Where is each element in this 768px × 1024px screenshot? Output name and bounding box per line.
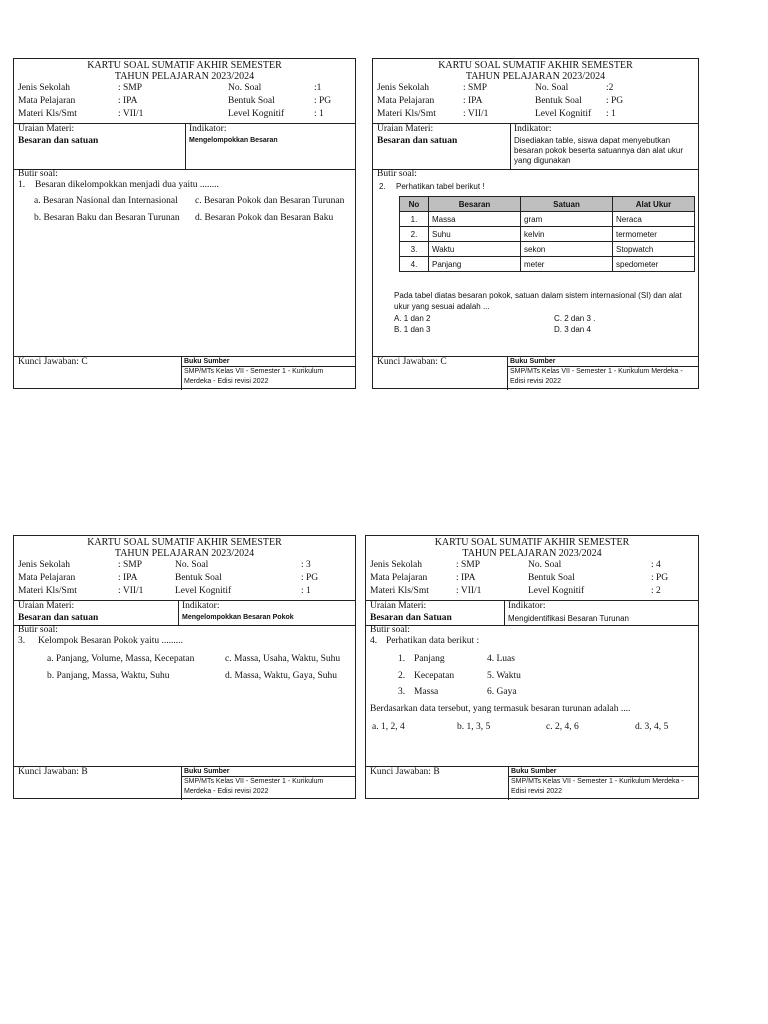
card-year: TAHUN PELAJARAN 2023/2024 [465,71,606,82]
materi-value: : VII/1 [118,109,144,119]
table-cell: 3. [400,242,429,257]
question-card-3 [13,535,356,799]
no-soal-label: No. Soal [175,560,209,570]
bentuk-soal-label: Bentuk Soal [175,573,222,583]
mata-pelajaran-value: : IPA [118,573,138,583]
divider [14,625,355,626]
mata-pelajaran-value: : IPA [463,96,483,106]
indikator-label: Indikator: [189,124,227,134]
uraian-materi-label: Uraian Materi: [377,124,434,134]
data-item-left: Kecepatan [414,671,455,681]
option-c: c. Besaran Pokok dan Besaran Turunan [195,196,345,206]
table-header-no: No [400,197,429,212]
level-kognitif-label: Level Kognitif [535,109,592,119]
divider [178,600,179,625]
kunci-jawaban: Kunci Jawaban: C [377,357,447,367]
divider [373,169,698,170]
bentuk-soal-label: Bentuk Soal [528,573,575,583]
data-item-right: 5. Waktu [487,671,521,681]
question-card-4 [365,535,699,799]
table-cell: Suhu [429,227,521,242]
option-a: A. 1 dan 2 [394,314,431,323]
butir-soal-label: Butir soal: [18,625,58,635]
uraian-materi-value: Besaran dan satuan [18,613,99,623]
no-soal-value: : 3 [301,560,311,570]
buku-sumber-value: SMP/MTs Kelas VII - Semester 1 - Kurikulum Merdeka - Edisi revisi 2022 [511,778,684,795]
option-c: c. Massa, Usaha, Waktu, Suhu [225,654,341,664]
option-a: a. Panjang, Volume, Massa, Kecepatan [47,654,195,664]
question-followup: Pada tabel diatas besaran pokok, satuan dalam sistem internasional (SI) dan alat ukur yang sesuai adalah ... [394,291,682,311]
mata-pelajaran-label: Mata Pelajaran [18,573,76,583]
question-text: Perhatikan tabel berikut ! [396,182,485,191]
uraian-materi-label: Uraian Materi: [18,601,75,611]
jenis-sekolah-value: : SMP [456,560,481,570]
question-followup: Berdasarkan data tersebut, yang termasuk besaran turunan adalah .... [370,704,631,714]
table-cell: kelvin [521,227,613,242]
no-soal-label: No. Soal [535,83,569,93]
data-item-right: 6. Gaya [487,687,517,697]
divider [508,766,509,800]
uraian-materi-label: Uraian Materi: [18,124,75,134]
option-b: b. Panjang, Massa, Waktu, Suhu [47,671,170,681]
option-d: D. 3 dan 4 [554,325,591,334]
question-number: 1. [18,180,26,190]
mata-pelajaran-label: Mata Pelajaran [370,573,428,583]
butir-soal-label: Butir soal: [370,625,410,635]
divider [181,766,182,800]
materi-label: Materi Kls/Smt [18,109,77,119]
question-text: Besaran dikelompokkan menjadi dua yaitu ........ [35,180,219,190]
option-b: b. 1, 3, 5 [457,722,491,732]
buku-sumber-value: SMP/MTs Kelas VII - Semester 1 - Kurikulum Merdeka - Edisi revisi 2022 [184,368,324,385]
divider [14,169,355,170]
option-b: B. 1 dan 3 [394,325,431,334]
divider [510,123,511,169]
bentuk-soal-value: : PG [651,573,669,583]
materi-value: : VII/1 [463,109,489,119]
mata-pelajaran-label: Mata Pelajaran [377,96,435,106]
data-item-right: 4. Luas [487,654,515,664]
question-number: 3. [18,636,26,646]
table-row [400,212,695,227]
level-kognitif-label: Level Kognitif [228,109,285,119]
kunci-jawaban: Kunci Jawaban: C [18,357,88,367]
bentuk-soal-label: Bentuk Soal [228,96,275,106]
table-cell: Neraca [613,212,695,227]
card-header [14,59,355,82]
table-header-besaran: Besaran [429,197,521,212]
bentuk-soal-value: : PG [314,96,332,106]
option-c: C. 2 dan 3 . [554,314,596,323]
divider [366,625,698,626]
materi-label: Materi Kls/Smt [377,109,436,119]
table-cell: 4. [400,257,429,272]
divider [507,356,508,390]
data-item-number: 2. [398,671,406,681]
table-cell: Stopwatch [613,242,695,257]
mata-pelajaran-label: Mata Pelajaran [18,96,76,106]
materi-label: Materi Kls/Smt [18,586,77,596]
card-title: KARTU SOAL SUMATIF AKHIR SEMESTER [434,537,630,548]
jenis-sekolah-label: Jenis Sekolah [377,83,429,93]
uraian-materi-value: Besaran dan Satuan [370,613,452,623]
card-info [366,559,698,595]
no-soal-value: :2 [606,83,614,93]
table-row [400,242,695,257]
option-a: a. Besaran Nasional dan Internasional [34,196,178,206]
card-info [373,82,698,118]
no-soal-value: : 4 [651,560,661,570]
card-header [373,59,698,82]
bentuk-soal-label: Bentuk Soal [535,96,582,106]
buku-sumber-value: SMP/MTs Kelas VII - Semester 1 - Kurikulum Merdeka - Edisi revisi 2022 [184,778,324,795]
table-row [400,257,695,272]
card-year: TAHUN PELAJARAN 2023/2024 [462,548,602,559]
card-info [14,559,355,595]
materi-label: Materi Kls/Smt [370,586,429,596]
question-number: 2. [379,182,386,191]
indikator-label: Indikator: [514,124,552,134]
uraian-materi-value: Besaran dan satuan [18,136,99,146]
buku-sumber-label: Buku Sumber [510,358,556,365]
uraian-materi-value: Besaran dan satuan [377,136,458,146]
buku-sumber-label: Buku Sumber [511,768,557,775]
level-kognitif-value: : 1 [606,109,616,119]
indikator-value: Mengelompokkan Besaran [189,137,278,144]
card-year: TAHUN PELAJARAN 2023/2024 [114,71,255,82]
no-soal-label: No. Soal [528,560,562,570]
table-cell: gram [521,212,613,227]
question-text: Perhatikan data berikut : [386,636,480,646]
buku-sumber-value: SMP/MTs Kelas VII - Semester 1 - Kurikulum Merdeka - Edisi revisi 2022 [510,368,683,385]
indikator-value: Mengidentifikasi Besaran Turunan [508,614,629,623]
table-cell: 1. [400,212,429,227]
bentuk-soal-value: : PG [606,96,624,106]
card-title: KARTU SOAL SUMATIF AKHIR SEMESTER [87,60,282,71]
table-cell: 2. [400,227,429,242]
data-item-left: Massa [414,687,439,697]
table-row [400,227,695,242]
card-header [14,536,355,559]
no-soal-value: :1 [314,83,322,93]
table-cell: spedometer [613,257,695,272]
table-cell: sekon [521,242,613,257]
kunci-jawaban: Kunci Jawaban: B [370,767,440,777]
indikator-label: Indikator: [508,601,546,611]
option-d: d. Massa, Waktu, Gaya, Suhu [225,671,337,681]
divider [181,356,182,390]
mata-pelajaran-value: : IPA [456,573,476,583]
option-d: d. Besaran Pokok dan Besaran Baku [195,213,334,223]
table-cell: meter [521,257,613,272]
materi-value: : VII/1 [118,586,144,596]
option-a: a. 1, 2, 4 [372,722,405,732]
divider [185,123,186,169]
card-title: KARTU SOAL SUMATIF AKHIR SEMESTER [438,60,633,71]
level-kognitif-value: : 1 [314,109,324,119]
level-kognitif-label: Level Kognitif [175,586,232,596]
level-kognitif-label: Level Kognitif [528,586,585,596]
buku-sumber-label: Buku Sumber [184,768,230,775]
table-cell: Panjang [429,257,521,272]
table-cell: Waktu [429,242,521,257]
option-d: d. 3, 4, 5 [635,722,669,732]
materi-value: : VII/1 [456,586,482,596]
card-info [14,82,355,118]
indikator-label: Indikator: [182,601,220,611]
table-header-alat-ukur: Alat Ukur [613,197,695,212]
jenis-sekolah-value: : SMP [118,560,143,570]
question-number: 4. [370,636,378,646]
data-table [399,196,695,272]
indikator-value: Disediakan table, siswa dapat menyebutkan besaran pokok beserta satuannya dan alat ukur yang digunakan [514,136,684,165]
card-title: KARTU SOAL SUMATIF AKHIR SEMESTER [87,537,282,548]
kunci-jawaban: Kunci Jawaban: B [18,767,88,777]
card-header [366,536,698,559]
mata-pelajaran-value: : IPA [118,96,138,106]
level-kognitif-value: : 2 [651,586,661,596]
jenis-sekolah-label: Jenis Sekolah [18,83,70,93]
data-item-left: Panjang [414,654,445,664]
question-card-2 [372,58,699,389]
table-header-satuan: Satuan [521,197,613,212]
jenis-sekolah-value: : SMP [463,83,488,93]
option-c: c. 2, 4, 6 [546,722,579,732]
jenis-sekolah-value: : SMP [118,83,143,93]
data-item-number: 3. [398,687,406,697]
level-kognitif-value: : 1 [301,586,311,596]
jenis-sekolah-label: Jenis Sekolah [370,560,422,570]
question-card-1 [13,58,356,389]
jenis-sekolah-label: Jenis Sekolah [18,560,70,570]
question-text: Kelompok Besaran Pokok yaitu ......... [38,636,183,646]
buku-sumber-label: Buku Sumber [184,358,230,365]
bentuk-soal-value: : PG [301,573,319,583]
no-soal-label: No. Soal [228,83,262,93]
indikator-value: Mengelompokkan Besaran Pokok [182,614,294,621]
table-cell: Massa [429,212,521,227]
butir-soal-label: Butir soal: [377,169,417,179]
data-item-number: 1. [398,654,406,664]
table-cell: termometer [613,227,695,242]
card-year: TAHUN PELAJARAN 2023/2024 [114,548,255,559]
divider [504,600,505,625]
butir-soal-label: Butir soal: [18,169,58,179]
option-b: b. Besaran Baku dan Besaran Turunan [34,213,180,223]
uraian-materi-label: Uraian Materi: [370,601,427,611]
